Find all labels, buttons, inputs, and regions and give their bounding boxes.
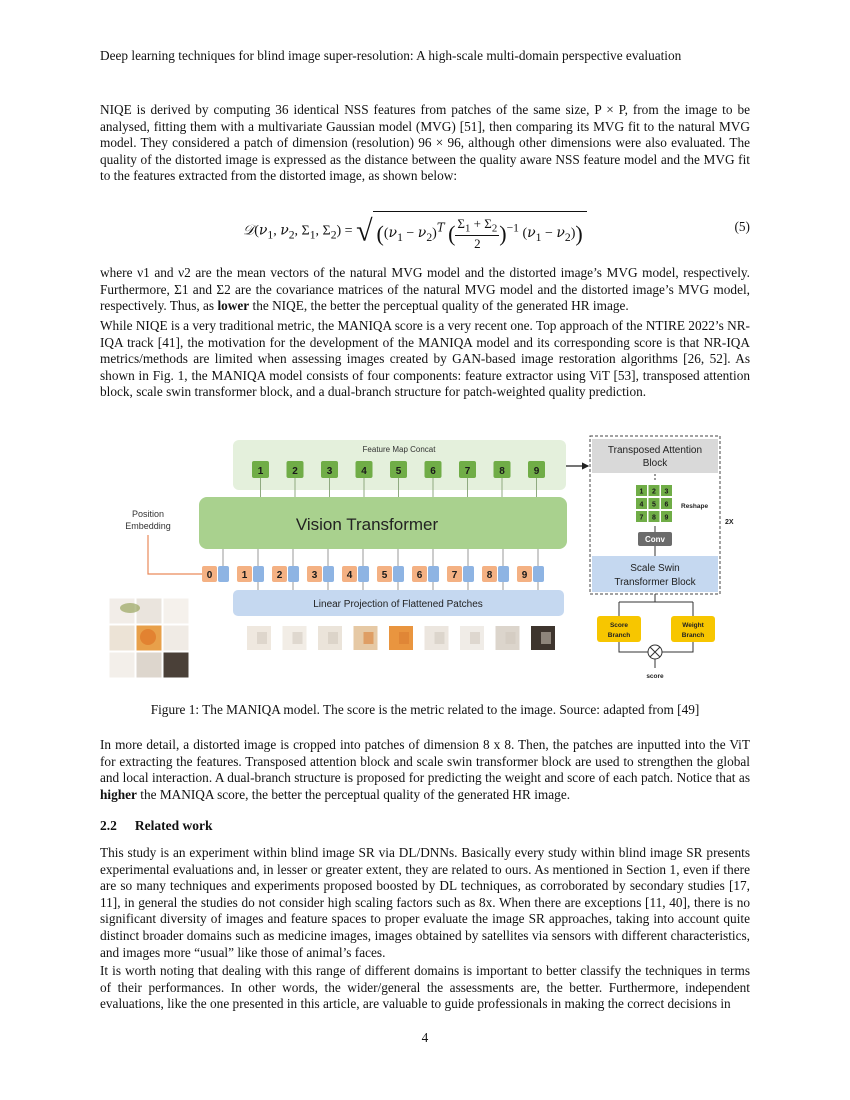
page-number: 4 xyxy=(421,1030,429,1045)
position-token-label: 7 xyxy=(451,570,458,581)
score-label: score xyxy=(646,673,664,680)
leaf xyxy=(120,603,140,613)
patch-token xyxy=(323,566,334,582)
patch-token xyxy=(498,566,509,582)
position-embedding-label-1: Position xyxy=(131,509,165,519)
top-token-label: 5 xyxy=(395,466,402,477)
top-token-label: 4 xyxy=(361,466,367,477)
flattened-patch-detail xyxy=(470,632,480,644)
score-branch-label-2: Branch xyxy=(607,632,631,639)
score-branch-label-1: Score xyxy=(609,622,629,629)
reshape-cell-label: 5 xyxy=(652,501,656,509)
flattened-patch-detail xyxy=(257,632,267,644)
reshape-cell-label: 6 xyxy=(664,501,669,509)
flattened-patch-detail xyxy=(435,632,445,644)
image-patch xyxy=(163,625,189,651)
image-patch xyxy=(163,652,189,678)
paragraph-maniqa-detail: In more detail, a distorted image is cropped into patches of dimension 8 x 8. Then, the patches are inputted into the ViT for extracting the features. Transposed attention block and scale swin transformer block are used to strengthen the global and local interaction. A dual-branch structure is proposed for predicting the weight and score of each patch. Notice that as higher the MANIQA score, the better the perceptual quality of the generated HR image. xyxy=(100,737,750,802)
patch-token xyxy=(288,566,299,582)
linear-projection-label: Linear Projection of Flattened Patches xyxy=(313,599,483,610)
top-token-label: 9 xyxy=(533,466,540,477)
patch-token xyxy=(428,566,439,582)
repeat-label: 2X xyxy=(725,519,734,526)
flattened-patch-detail xyxy=(364,632,374,644)
transposed-attention-label-1: Transposed Attention xyxy=(607,445,703,456)
top-token-label: 2 xyxy=(292,466,298,477)
position-token-label: 9 xyxy=(521,570,528,581)
patch-token xyxy=(218,566,229,582)
flattened-patch-detail xyxy=(328,632,338,644)
reshape-cell-label: 7 xyxy=(639,514,644,522)
transposed-attention-label-2: Block xyxy=(642,458,668,469)
flattened-patch-detail xyxy=(506,632,516,644)
patch-token xyxy=(463,566,474,582)
vision-transformer-label: Vision Transformer xyxy=(295,515,439,534)
flattened-patch-detail xyxy=(293,632,303,644)
position-token-label: 8 xyxy=(486,570,493,581)
patch-token xyxy=(358,566,369,582)
running-header: Deep learning techniques for blind image super-resolution: A high-scale multi-domain perspective evaluation xyxy=(100,48,682,63)
reshape-cell-label: 8 xyxy=(652,514,656,522)
reshape-cell-label: 4 xyxy=(639,501,644,509)
reshape-cell-label: 2 xyxy=(652,488,656,496)
reshape-cell-label: 9 xyxy=(664,514,669,522)
scale-swin-label-2: Transformer Block xyxy=(614,577,696,588)
reshape-cell-label: 3 xyxy=(664,488,669,496)
patch-grid-image xyxy=(109,598,189,678)
patch-token xyxy=(393,566,404,582)
scale-swin-label-1: Scale Swin xyxy=(630,563,680,574)
flattened-patch-detail xyxy=(399,632,409,644)
figure-caption: Figure 1: The MANIQA model. The score is the metric related to the image. Source: adapted from [49] xyxy=(150,702,700,717)
top-token-label: 1 xyxy=(257,466,264,477)
flower-center xyxy=(140,629,156,645)
weight-branch-label-1: Weight xyxy=(682,622,704,629)
top-token-label: 3 xyxy=(326,466,333,477)
feature-concat-label: Feature Map Concat xyxy=(362,445,436,454)
position-token-label: 6 xyxy=(416,570,423,581)
maniqa-figure xyxy=(100,432,750,692)
equation-5: $𝒟(\nu_1$, $\nu_2$, $\Sigma_1$, $\Sigma_2$) = √ ($(\nu_1 - \nu_2)^T$ ( $\frac{\Sigma_1 + \Sigma_2}{2}$ )$^{-1}$ $(\nu_1 - \nu_2)$) (5) xyxy=(100,195,750,257)
position-token-label: 4 xyxy=(346,570,353,581)
equation-number: (5) xyxy=(734,219,750,234)
section-heading: 2.2 Related work xyxy=(100,818,213,833)
image-patch xyxy=(163,598,189,624)
position-token-label: 3 xyxy=(311,570,318,581)
weight-branch-label-2: Branch xyxy=(681,632,705,639)
position-token-label: 1 xyxy=(241,570,248,581)
top-token-label: 6 xyxy=(430,466,436,477)
flattened-patch-detail xyxy=(541,632,551,644)
top-token-row xyxy=(252,461,545,478)
image-patch xyxy=(109,625,135,651)
patch-token xyxy=(533,566,544,582)
top-token-label: 7 xyxy=(464,466,471,477)
paragraph-niqe-explained: where ν1 and ν2 are the mean vectors of the natural MVG model and the distorted image’s MVG model, respectively. Furthermore, Σ1 and Σ2 are the covariance matrices of the natural MVG model and the distorted image’s MVG model, respectively. Thus, as lower the NIQE, the better the perceptual quality of the generated HR image. xyxy=(100,265,750,314)
conv-label: Conv xyxy=(645,535,665,544)
paragraph-maniqa: While NIQE is a very traditional metric, the MANIQA score is a very recent one. Top approach of the NTIRE 2022’s NR-IQA track [41], the motivation for the development of the MANIQA model and its corresponding score is that NR-IQA metrics/methods are limited when assessing images created by GAN-based image restoration algorithms [26, 52]. As shown in Fig. 1, the MANIQA model consists of four components: feature extractor using ViT [53], transposed attention block, scale swin transformer block, and a dual-branch structure for patch-weighted quality prediction. xyxy=(100,318,750,400)
position-token-label: 5 xyxy=(381,570,388,581)
position-embedding-arrow xyxy=(148,535,202,574)
paragraph-related-work: This study is an experiment within blind image SR via DL/DNNs. Basically every study within blind image SR presents experimental evaluations and, in lesser or greater extent, they are related to ours. As mentioned in Section 1, even if there are so many techniques and experiments proposed boosted by DL techniques, as corroborated by secondary studies [17, 11], in general the studies do not consider high scaling factors such as 8x. When there are exceptions [11, 40], there is no significant diversity of images and feature spaces to proper evaluate the image SR approaches, taking into account quite distinct broader domains such as medicine images, images obtained by satellites via sensors with different characteristics, and images more “usual” like those of animal’s faces. xyxy=(100,845,750,960)
patch-token xyxy=(253,566,264,582)
paragraph-domains: It is worth noting that dealing with this range of different domains is important to better classify the techniques in terms of their performances. In other words, the wider/general the assessments are, the better. Furthermore, independent evaluations, like the one presented in this article, are valuable to guide professionals in making the correct decisions in xyxy=(100,963,750,1012)
reshape-cell-label: 1 xyxy=(639,488,644,496)
reshape-grid xyxy=(636,485,672,522)
reshape-label: Reshape xyxy=(681,503,709,510)
position-token-label: 2 xyxy=(276,570,283,581)
position-embedding-label-2: Embedding xyxy=(125,521,171,531)
bottom-token-row xyxy=(202,566,544,582)
paragraph-niqe: NIQE is derived by computing 36 identical NSS features from patches of the same size, P × P, from the image to be analysed, fitting them with a multivariate Gaussian model (MVG) [51], then comparing its MVG fit to the natural MVG model. They considered a patch of dimension (resolution) 96 × 96, although other dimensions were also evaluated. The quality of the distorted image is expressed as the distance between the quality aware NSS feature model and the MVG fit to the features extracted from the distorted image, as shown below: xyxy=(100,102,750,184)
flattened-patch-row xyxy=(247,626,555,650)
branch-split-lines xyxy=(619,594,693,616)
position-token-label: 0 xyxy=(206,570,213,581)
image-patch xyxy=(136,652,162,678)
top-token-label: 8 xyxy=(499,466,505,477)
image-patch xyxy=(109,652,135,678)
image-patch xyxy=(136,598,162,624)
